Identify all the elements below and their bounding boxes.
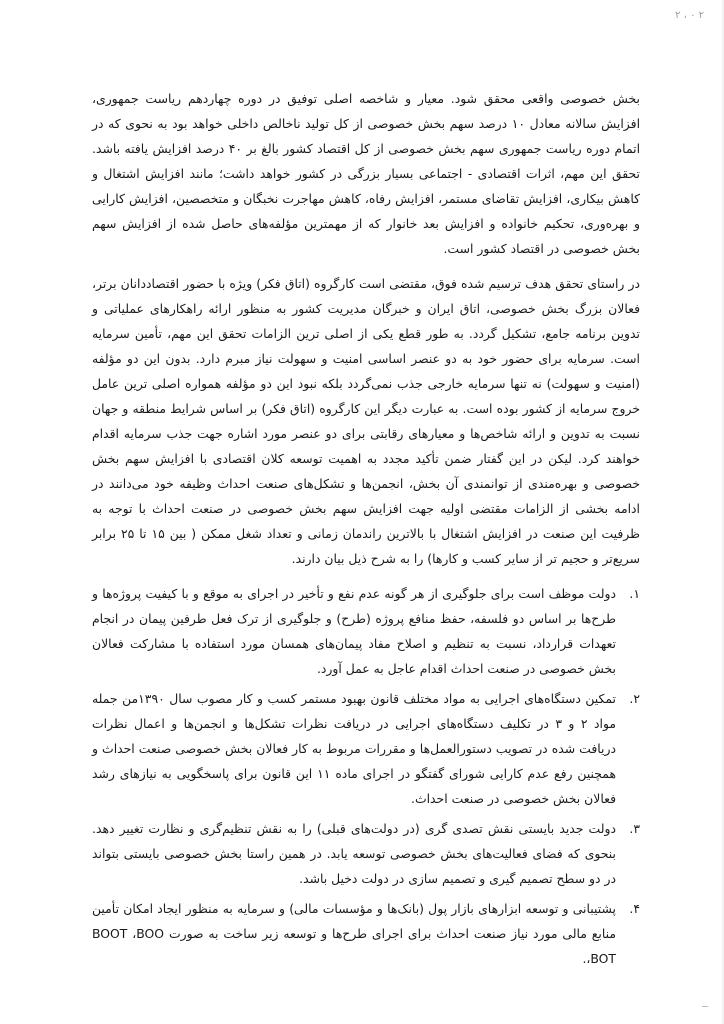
- list-item-text: دولت موظف است برای جلوگیری از هر گونه عدم نفع و تأخیر در اجرای به موقع و با کیفیت پروژه‌ها و طرح‌ها بر اساس دو فلسفه، حفظ منافع پروژه (طرح) و جلوگیری از ترک فعل طرفین پیمان در انجام تعهدات قرارداد، نسبت به تنظیم و اصلاح مفاد پیمان‌های همسان مورد استفاده با مشارکت فعالان بخش خصوصی در صنعت احداث اقدام عاجل به عمل آورد.: [92, 586, 616, 676]
- corner-mark: [702, 1006, 708, 1010]
- list-item-number: ۳.: [629, 821, 640, 836]
- requirements-list: [92, 581, 640, 971]
- list-item: [92, 816, 640, 891]
- list-item-number: ۱.: [629, 586, 640, 601]
- list-item-text: تمکین دستگاه‌های اجرایی به مواد مختلف قانون بهبود مستمر کسب و کار مصوب سال ۱۳۹۰من جمله مواد ۲ و ۳ در تکلیف دستگاه‌های اجرایی در دریافت نظرات تشکل‌ها و انجمن‌ها و اعمال نظرات دریافت شده در تصویب دستورالعمل‌ها و مقررات مربوط به کار فعالان بخش خصوصی صنعت احداث و همچنین رفع عدم کارایی شورای گفتگو در اجرای ماده ۱۱ این قانون برای پاسخگویی به نیازهای رشد فعالان بخش خصوصی در صنعت احداث.: [92, 691, 616, 806]
- document-body: [92, 86, 640, 976]
- page-number-mark: ۲ ، ۰ ۲: [675, 10, 704, 21]
- list-item-text: دولت جدید بایستی نقش تصدی گری (در دولت‌های قبلی) را به نقش تنظیم‌گری و نظارت تغییر دهد. بنحوی که فضای فعالیت‌های بخش خصوصی توسعه یابد. در همین راستا بخش خصوصی بایستی بتواند در دو سطح تصمیم گیری و تصمیم سازی در دولت دخیل باشد.: [92, 821, 616, 886]
- list-item: [92, 896, 640, 971]
- list-item: [92, 581, 640, 681]
- list-item-number: ۴.: [629, 901, 640, 916]
- paragraph-goal: بخش خصوصی واقعی محقق شود. معیار و شاخصه اصلی توفیق در دوره چهاردهم ریاست جمهوری، افزایش سالانه معادل ۱۰ درصد سهم بخش خصوصی از کل تولید ناخالص داخلی خواهد بود به نحوی که در اتمام دوره ریاست جمهوری سهم بخش خصوصی از کل اقتصاد کشور بالغ بر ۴۰ درصد افزایش یافته باشد. تحقق این مهم، اثرات اقتصادی - اجتماعی بسیار بزرگی در کشور خواهد داشت؛ مانند افزایش اشتغال و کاهش بیکاری، افزایش تقاضای مستمر، افزایش رفاه، کاهش مهاجرت نخبگان و متخصصین، افزایش کارایی و بهره‌وری، تحکیم خانواده و افزایش بعد خانوار که از مهمترین مؤلفه‌های حاصل شده از افزایش سهم بخش خصوصی در اقتصاد کشور است.: [92, 91, 641, 256]
- list-item-number: ۲.: [629, 691, 640, 706]
- list-item-text: پشتیبانی و توسعه ابزارهای بازار پول (بانک‌ها و مؤسسات مالی) و سرمایه به منظور ایجاد امکان تأمین منابع مالی مورد نیاز صنعت احداث برای اجرای طرح‌ها و توسعه زیر ساخت به صورت BOOT ،BOO ،BOT.: [92, 901, 616, 966]
- paragraph-working-group: در راستای تحقق هدف ترسیم شده فوق، مقتضی است کارگروه (اتاق فکر) ویژه با حضور اقتصاددانان برتر، فعالان بزرگ بخش خصوصی، اتاق ایران و خبرگان مدیریت کشور به منظور ارائه راهکارهای عملیاتی و تدوین برنامه جامع، تشکیل گردد. به طور قطع یکی از اصلی ترین الزامات تحقق این مهم، تأمین سرمایه است. سرمایه برای حضور خود به دو عنصر اساسی امنیت و سهولت نیاز مبرم دارد. بدون این دو مؤلفه (امنیت و سهولت) نه تنها سرمایه خارجی جذب نمی‌گردد بلکه نبود این دو مؤلفه همواره اصلی ترین عامل خروج سرمایه از کشور بوده است. به عبارت دیگر این کارگروه (اتاق فکر) بر اساس شرایط منطقه و جهان نسبت به تدوین و ارائه شاخص‌ها و معیارهای رقابتی برای دو عنصر مورد اشاره جهت جذب سرمایه اقدام خواهند کرد. لیکن در این گفتار ضمن تأکید مجدد به اهمیت توسعه کلان اقتصادی با افزایش سهم بخش خصوصی و بهره‌مندی از توانمندی آن بخش، انجمن‌ها و تشکل‌های صنعت احداث وظیفه خود می‌دانند در ادامه بخشی از الزامات مقتضی اولیه جهت افزایش سهم بخش خصوصی در صنعت احداث با توجه به ظرفیت این صنعت در افزایش اشتغال با بالاترین راندمان زمانی و تعداد شغل ممکن ( بین ۱۵ تا ۲۵ برابر سریع‌تر و حجیم تر از سایر کسب و کارها) را به شرح ذیل بیان دارند.: [92, 276, 641, 566]
- list-item: [92, 686, 640, 811]
